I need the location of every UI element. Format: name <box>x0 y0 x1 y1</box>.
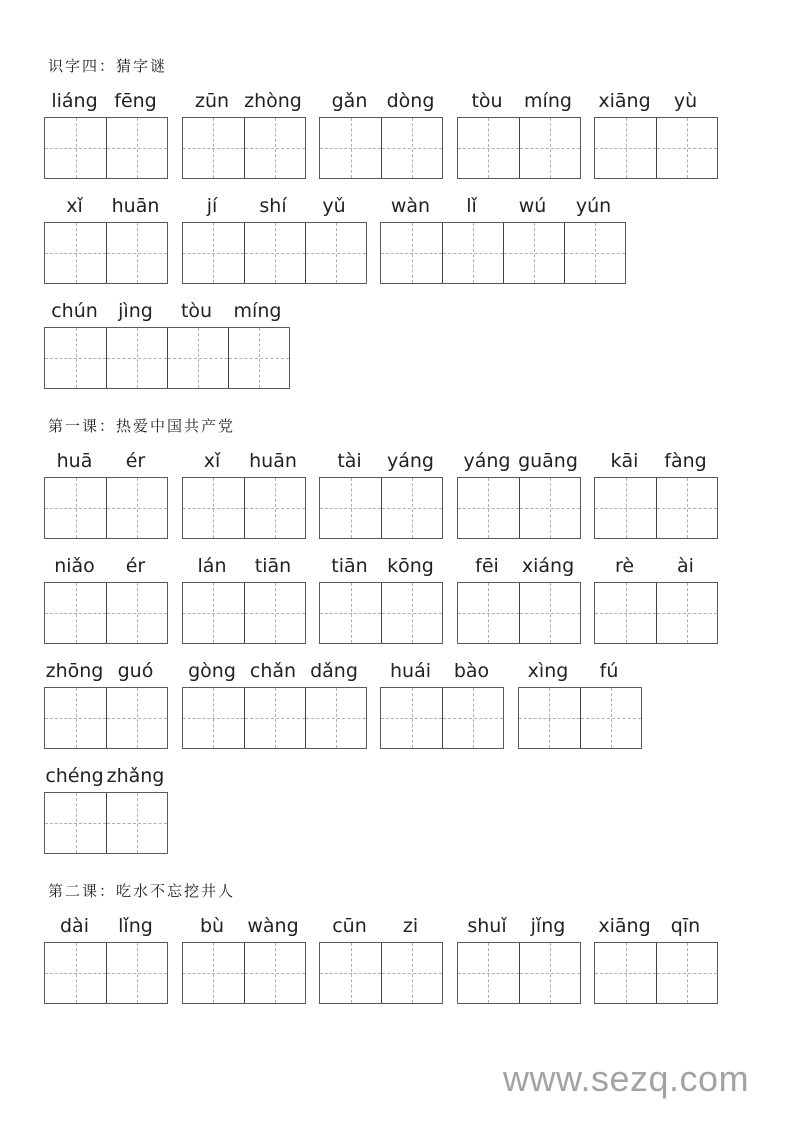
pinyin-line <box>182 74 306 117</box>
pinyin-line <box>594 74 718 117</box>
pinyin-label: xǐ <box>203 450 221 472</box>
tianzige-writing-cell[interactable] <box>305 223 366 283</box>
tianzige-writing-cell[interactable] <box>442 688 503 748</box>
word-group <box>319 899 443 1004</box>
pinyin-label: zhǎng <box>106 765 165 787</box>
tianzige-writing-cell[interactable] <box>519 583 580 643</box>
pinyin-line <box>380 179 626 222</box>
word-group <box>44 539 168 644</box>
tianzige-box-group <box>182 222 367 284</box>
pinyin-label: míng <box>233 300 282 322</box>
pinyin-label: fàng <box>664 450 707 472</box>
tianzige-writing-cell[interactable] <box>381 583 442 643</box>
pinyin-label: jìng <box>118 300 153 322</box>
section-title: 第一课：热爱中国共产党 <box>48 417 236 435</box>
tianzige-writing-cell[interactable] <box>45 328 106 388</box>
tianzige-writing-cell[interactable] <box>595 118 656 178</box>
tianzige-writing-cell[interactable] <box>595 943 656 1003</box>
tianzige-box-group <box>44 582 168 644</box>
tianzige-writing-cell[interactable] <box>458 943 519 1003</box>
tianzige-box-group <box>44 687 168 749</box>
pinyin-label: shuǐ <box>467 915 507 937</box>
tianzige-writing-cell[interactable] <box>45 583 106 643</box>
tianzige-writing-cell[interactable] <box>656 943 717 1003</box>
tianzige-writing-cell[interactable] <box>595 583 656 643</box>
tianzige-writing-cell[interactable] <box>656 478 717 538</box>
pinyin-label: rè <box>614 555 635 577</box>
tianzige-writing-cell[interactable] <box>45 118 106 178</box>
pinyin-line <box>44 434 168 477</box>
tianzige-writing-cell[interactable] <box>244 583 305 643</box>
pinyin-line <box>594 899 718 942</box>
word-group <box>44 644 168 749</box>
pinyin-label: xiāng <box>598 915 651 937</box>
word-row <box>44 899 718 1004</box>
tianzige-writing-cell[interactable] <box>183 223 244 283</box>
pinyin-line <box>182 644 367 687</box>
pinyin-label: gǎn <box>331 90 368 112</box>
tianzige-writing-cell[interactable] <box>564 223 625 283</box>
pinyin-label: yún <box>575 195 612 217</box>
word-group <box>44 284 290 389</box>
tianzige-writing-cell[interactable] <box>244 118 305 178</box>
word-group <box>44 899 168 1004</box>
pinyin-label: huái <box>389 660 431 682</box>
pinyin-label: shí <box>259 195 287 217</box>
pinyin-label: zūn <box>194 90 230 112</box>
pinyin-label: tòu <box>471 90 503 112</box>
tianzige-writing-cell[interactable] <box>656 583 717 643</box>
pinyin-label: yù <box>673 90 698 112</box>
pinyin-label: bào <box>453 660 490 682</box>
word-row <box>44 434 718 539</box>
pinyin-label: zhōng <box>45 660 104 682</box>
tianzige-writing-cell[interactable] <box>595 478 656 538</box>
tianzige-writing-cell[interactable] <box>458 478 519 538</box>
pinyin-label: wú <box>518 195 547 217</box>
word-row <box>44 749 718 854</box>
tianzige-writing-cell[interactable] <box>228 328 289 388</box>
tianzige-writing-cell[interactable] <box>183 943 244 1003</box>
pinyin-label: niǎo <box>54 555 95 577</box>
word-rows <box>44 899 718 1004</box>
tianzige-writing-cell[interactable] <box>106 223 167 283</box>
tianzige-writing-cell[interactable] <box>519 478 580 538</box>
word-row <box>44 284 718 389</box>
tianzige-box-group <box>44 327 290 389</box>
pinyin-label: kāi <box>610 450 639 472</box>
pinyin-label: wàng <box>247 915 299 937</box>
tianzige-writing-cell[interactable] <box>656 118 717 178</box>
tianzige-box-group <box>44 792 168 854</box>
pinyin-line <box>319 539 443 582</box>
pinyin-line <box>44 74 168 117</box>
word-group <box>44 74 168 179</box>
word-row <box>44 644 718 749</box>
tianzige-writing-cell[interactable] <box>320 943 381 1003</box>
pinyin-line <box>182 434 306 477</box>
pinyin-label: dòng <box>386 90 435 112</box>
tianzige-box-group <box>594 477 718 539</box>
word-group <box>319 434 443 539</box>
tianzige-box-group <box>319 942 443 1004</box>
pinyin-label: liáng <box>51 90 98 112</box>
word-group <box>182 179 367 284</box>
pinyin-line <box>44 179 168 222</box>
tianzige-writing-cell[interactable] <box>381 943 442 1003</box>
word-rows <box>44 434 718 854</box>
pinyin-line <box>319 434 443 477</box>
word-group <box>182 539 306 644</box>
word-group <box>457 899 581 1004</box>
tianzige-writing-cell[interactable] <box>244 688 305 748</box>
tianzige-box-group <box>380 687 504 749</box>
pinyin-label: lǐ <box>466 195 477 217</box>
tianzige-writing-cell[interactable] <box>244 943 305 1003</box>
tianzige-writing-cell[interactable] <box>244 223 305 283</box>
tianzige-writing-cell[interactable] <box>45 688 106 748</box>
pinyin-label: qīn <box>670 915 701 937</box>
word-group <box>594 899 718 1004</box>
tianzige-writing-cell[interactable] <box>183 478 244 538</box>
pinyin-label: lán <box>197 555 227 577</box>
word-group <box>457 74 581 179</box>
word-group <box>518 644 642 749</box>
pinyin-line <box>457 899 581 942</box>
tianzige-writing-cell[interactable] <box>320 118 381 178</box>
tianzige-writing-cell[interactable] <box>244 478 305 538</box>
word-row <box>44 539 718 644</box>
pinyin-label: huān <box>249 450 297 472</box>
pinyin-line <box>319 74 443 117</box>
tianzige-box-group <box>319 582 443 644</box>
pinyin-label: ér <box>125 450 146 472</box>
pinyin-label: jí <box>206 195 218 217</box>
pinyin-line <box>44 539 168 582</box>
pinyin-label: wàn <box>390 195 431 217</box>
pinyin-label: bù <box>199 915 225 937</box>
pinyin-label: tòu <box>180 300 213 322</box>
tianzige-writing-cell[interactable] <box>381 223 442 283</box>
word-group <box>182 899 306 1004</box>
tianzige-writing-cell[interactable] <box>45 223 106 283</box>
pinyin-line <box>44 284 290 327</box>
tianzige-box-group <box>594 942 718 1004</box>
tianzige-box-group <box>518 687 642 749</box>
pinyin-line <box>182 899 306 942</box>
tianzige-writing-cell[interactable] <box>519 118 580 178</box>
pinyin-label: fēng <box>114 90 157 112</box>
tianzige-box-group <box>44 477 168 539</box>
pinyin-label: fēi <box>475 555 499 577</box>
tianzige-box-group <box>319 117 443 179</box>
tianzige-box-group <box>182 687 367 749</box>
pinyin-label: chéng <box>45 765 104 787</box>
pinyin-label: huā <box>56 450 93 472</box>
tianzige-box-group <box>457 477 581 539</box>
tianzige-box-group <box>44 222 168 284</box>
pinyin-label: gòng <box>188 660 236 682</box>
pinyin-line <box>594 539 718 582</box>
pinyin-label: zhòng <box>244 90 302 112</box>
pinyin-label: dài <box>60 915 89 937</box>
tianzige-writing-cell[interactable] <box>519 688 580 748</box>
tianzige-box-group <box>319 477 443 539</box>
section-title: 识字四：猜字谜 <box>48 57 168 75</box>
pinyin-line <box>518 644 642 687</box>
pinyin-line <box>44 644 168 687</box>
pinyin-line <box>44 749 168 792</box>
word-group <box>182 644 367 749</box>
word-group <box>182 74 306 179</box>
tianzige-writing-cell[interactable] <box>381 118 442 178</box>
tianzige-box-group <box>380 222 626 284</box>
pinyin-line <box>319 899 443 942</box>
tianzige-writing-cell[interactable] <box>442 223 503 283</box>
pinyin-line <box>457 539 581 582</box>
word-row <box>44 179 718 284</box>
pinyin-label: fú <box>599 660 619 682</box>
word-group <box>44 434 168 539</box>
pinyin-label: tiān <box>331 555 368 577</box>
word-rows <box>44 74 718 389</box>
pinyin-line <box>182 539 306 582</box>
tianzige-writing-cell[interactable] <box>167 328 228 388</box>
pinyin-line <box>44 899 168 942</box>
word-group <box>44 749 168 854</box>
pinyin-label: kōng <box>387 555 434 577</box>
pinyin-label: xǐ <box>66 195 83 217</box>
watermark: www.sezq.com <box>503 1058 750 1099</box>
pinyin-label: cūn <box>332 915 367 937</box>
tianzige-writing-cell[interactable] <box>381 478 442 538</box>
tianzige-writing-cell[interactable] <box>320 478 381 538</box>
tianzige-writing-cell[interactable] <box>183 583 244 643</box>
pinyin-line <box>182 179 367 222</box>
pinyin-label: huān <box>111 195 160 217</box>
pinyin-label: yáng <box>387 450 434 472</box>
tianzige-writing-cell[interactable] <box>183 118 244 178</box>
word-group <box>457 539 581 644</box>
tianzige-box-group <box>594 582 718 644</box>
tianzige-writing-cell[interactable] <box>106 118 167 178</box>
pinyin-line <box>594 434 718 477</box>
word-group <box>380 644 504 749</box>
pinyin-label: dǎng <box>310 660 358 682</box>
tianzige-box-group <box>182 117 306 179</box>
tianzige-writing-cell[interactable] <box>106 793 167 853</box>
pinyin-label: yǔ <box>322 195 346 217</box>
word-group <box>182 434 306 539</box>
word-group <box>594 539 718 644</box>
word-group <box>594 74 718 179</box>
tianzige-box-group <box>182 942 306 1004</box>
tianzige-writing-cell[interactable] <box>183 688 244 748</box>
pinyin-label: tài <box>337 450 362 472</box>
tianzige-box-group <box>182 582 306 644</box>
tianzige-writing-cell[interactable] <box>381 688 442 748</box>
tianzige-writing-cell[interactable] <box>45 793 106 853</box>
tianzige-writing-cell[interactable] <box>503 223 564 283</box>
pinyin-label: lǐng <box>118 915 153 937</box>
tianzige-writing-cell[interactable] <box>305 688 366 748</box>
pinyin-line <box>457 74 581 117</box>
pinyin-label: chǎn <box>249 660 297 682</box>
word-group <box>380 179 626 284</box>
word-row <box>44 74 718 179</box>
tianzige-writing-cell[interactable] <box>519 943 580 1003</box>
pinyin-label: xiáng <box>521 555 575 577</box>
word-group <box>457 434 581 539</box>
pinyin-label: míng <box>524 90 572 112</box>
tianzige-writing-cell[interactable] <box>106 478 167 538</box>
tianzige-box-group <box>457 942 581 1004</box>
pinyin-line <box>457 434 581 477</box>
tianzige-writing-cell[interactable] <box>106 328 167 388</box>
pinyin-label: tiān <box>254 555 292 577</box>
pinyin-label: guāng <box>518 450 578 472</box>
word-group <box>319 74 443 179</box>
pinyin-label: yáng <box>463 450 511 472</box>
pinyin-line <box>380 644 504 687</box>
tianzige-writing-cell[interactable] <box>320 583 381 643</box>
tianzige-writing-cell[interactable] <box>580 688 641 748</box>
tianzige-writing-cell[interactable] <box>106 943 167 1003</box>
tianzige-box-group <box>182 477 306 539</box>
tianzige-writing-cell[interactable] <box>106 583 167 643</box>
word-group <box>319 539 443 644</box>
tianzige-box-group <box>44 942 168 1004</box>
pinyin-label: xiāng <box>598 90 651 112</box>
pinyin-label: ài <box>677 555 694 577</box>
word-group <box>594 434 718 539</box>
pinyin-label: xìng <box>527 660 569 682</box>
section-title: 第二课：吃水不忘挖井人 <box>48 882 236 900</box>
tianzige-box-group <box>44 117 168 179</box>
pinyin-label: jǐng <box>530 915 566 937</box>
tianzige-writing-cell[interactable] <box>458 118 519 178</box>
pinyin-label: chún <box>51 300 98 322</box>
pinyin-label: guó <box>117 660 154 682</box>
tianzige-writing-cell[interactable] <box>458 583 519 643</box>
tianzige-writing-cell[interactable] <box>45 943 106 1003</box>
tianzige-writing-cell[interactable] <box>45 478 106 538</box>
tianzige-box-group <box>457 582 581 644</box>
tianzige-writing-cell[interactable] <box>106 688 167 748</box>
tianzige-box-group <box>457 117 581 179</box>
tianzige-box-group <box>594 117 718 179</box>
pinyin-label: zi <box>402 915 419 937</box>
pinyin-label: ér <box>125 555 146 577</box>
word-group <box>44 179 168 284</box>
